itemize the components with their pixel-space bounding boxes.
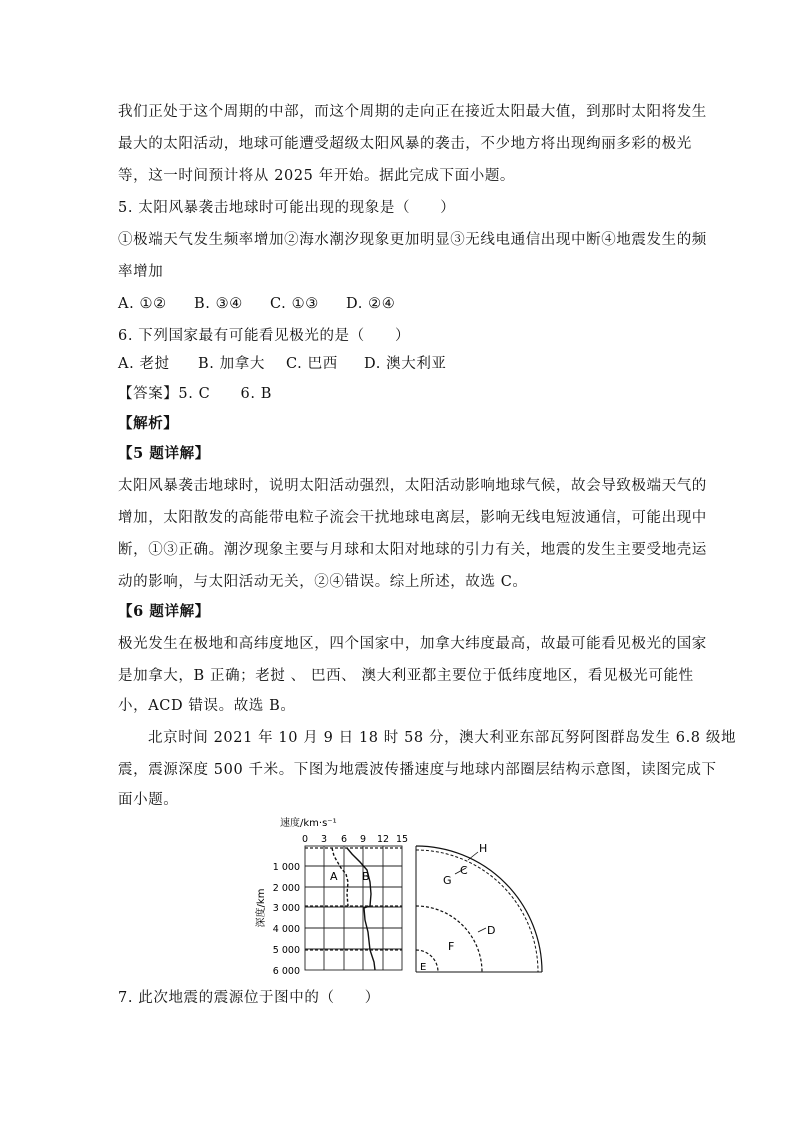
intro-line-3: 等，这一时间预计将从 2025 年开始。据此完成下面小题。 [118, 168, 516, 184]
y-tick-label: 5 000 [272, 945, 300, 956]
option-b: B. ③④ [194, 296, 243, 312]
x-tick-label: 15 [395, 834, 409, 845]
option-c: C. 巴西 [286, 356, 338, 372]
option-b: B. 加拿大 [198, 356, 265, 372]
question-5: 5. 太阳风暴袭击地球时可能出现的现象是（ ） [118, 200, 456, 216]
quake-intro-1: 北京时间 2021 年 10 月 9 日 18 时 58 分，澳大利亚东部瓦努阿图群岛发生 6.8 级地 [148, 730, 737, 746]
boundary-lines [305, 848, 402, 950]
answer-line: 【答案】5. C 6. B [118, 386, 273, 402]
curve-label-b: B [362, 870, 370, 883]
option-d: D. 澳大利亚 [364, 356, 447, 372]
question-5-detail-heading: 【5 题详解】 [118, 445, 210, 462]
question-7: 7. 此次地震的震源位于图中的（ ） [118, 990, 380, 1006]
question-5-statements-1: ①极端天气发生频率增加②海水潮汐现象更加明显③无线电通信出现中断④地震发生的频 [118, 232, 707, 248]
question-5-detail-3: 断，①③正确。潮汐现象主要与月球和太阳对地球的引力有关，地震的发生主要受地壳运 [118, 542, 707, 558]
option-c: C. ①③ [270, 296, 319, 312]
figure-svg [250, 812, 550, 982]
x-tick-label: 0 [301, 834, 309, 845]
layer-label-e: E [420, 962, 427, 973]
x-tick-label: 9 [359, 834, 367, 845]
depth-axis-label: 深度/km [256, 888, 267, 928]
x-tick-label: 12 [376, 834, 390, 845]
question-5-options [118, 294, 395, 314]
layer-label-f: F [448, 940, 455, 953]
y-tick-label: 1 000 [272, 862, 300, 873]
option-a: A. ①② [118, 296, 167, 312]
layer-label-h: H [479, 842, 488, 855]
y-tick-label: 3 000 [272, 903, 300, 914]
curve-label-a: A [330, 870, 338, 883]
analysis-heading: 【解析】 [118, 415, 179, 432]
question-6-detail-3: 小，ACD 错误。故选 B。 [118, 698, 296, 714]
y-tick-label: 2 000 [272, 883, 300, 894]
question-6-detail-heading: 【6 题详解】 [118, 603, 210, 620]
quake-intro-3: 面小题。 [118, 792, 179, 808]
layer-label-d: D [487, 924, 496, 937]
quake-intro-2: 震，震源深度 500 千米。下图为地震波传播速度与地球内部圈层结构示意图，读图完成下 [118, 762, 717, 778]
question-6-detail-2: 是加拿大，B 正确；老挝 、 巴西、 澳大利亚都主要位于低纬度地区，看见极光可能性 [118, 668, 694, 684]
question-5-detail-2: 增加，太阳散发的高能带电粒子流会干扰地球电离层，影响无线电短波通信，可能出现中 [118, 510, 707, 526]
question-5-statements-2: 率增加 [118, 264, 164, 280]
layer-label-c: C [460, 864, 468, 877]
option-a: A. 老挝 [118, 356, 170, 372]
y-tick-label: 6 000 [272, 966, 300, 977]
intro-line-2: 最大的太阳活动，地球可能遭受超级太阳风暴的袭击，不少地方将出现绚丽多彩的极光 [118, 136, 692, 152]
seismic-structure-figure [250, 812, 550, 982]
question-6: 6. 下列国家最有可能看见极光的是（ ） [118, 328, 411, 344]
question-6-options [118, 354, 447, 374]
earth-section [416, 846, 542, 972]
graph-grid [305, 846, 402, 970]
y-tick-label: 4 000 [272, 924, 300, 935]
layer-label-g: G [443, 874, 452, 887]
x-tick-label: 3 [320, 834, 328, 845]
x-tick-label: 6 [340, 834, 348, 845]
question-5-detail-1: 太阳风暴袭击地球时，说明太阳活动强烈，太阳活动影响地球气候，故会导致极端天气的 [118, 478, 707, 494]
question-6-detail-1: 极光发生在极地和高纬度地区，四个国家中，加拿大纬度最高，故最可能看见极光的国家 [118, 636, 707, 652]
question-5-detail-4: 动的影响，与太阳活动无关，②④错误。综上所述，故选 C。 [118, 574, 528, 590]
intro-line-1: 我们正处于这个周期的中部，而这个周期的走向正在接近太阳最大值，到那时太阳将发生 [118, 104, 707, 120]
option-d: D. ②④ [346, 296, 396, 312]
speed-axis-label: 速度/km·s⁻¹ [280, 818, 337, 829]
